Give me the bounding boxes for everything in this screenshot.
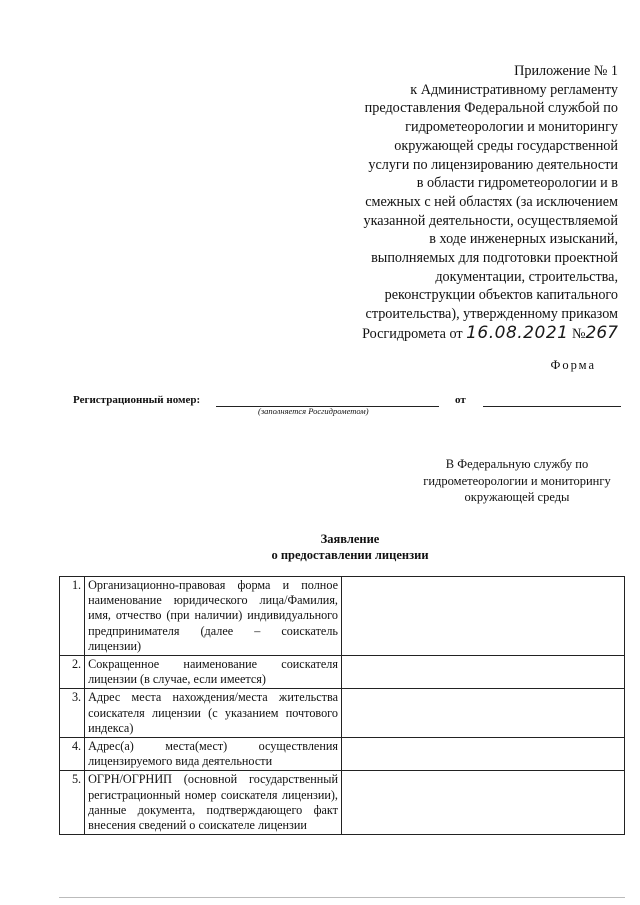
appendix-title: Приложение № 1 (514, 63, 618, 79)
appendix-line: строительства), утвержденному приказом (365, 306, 618, 323)
appendix-line: предоставления Федеральной службой по (364, 100, 618, 117)
row-value-field[interactable] (341, 689, 624, 738)
appendix-line: к Административному регламенту (410, 81, 618, 98)
registration-label: Регистрационный номер: (73, 394, 201, 406)
registration-date-label: от (455, 394, 466, 406)
appendix-line: реконструкции объектов капитального (384, 287, 618, 304)
row-value-field[interactable] (341, 771, 624, 835)
order-reference (318, 324, 618, 344)
row-number: 2. (60, 656, 85, 689)
addressee-line: В Федеральную службу по (445, 457, 589, 471)
table-row (60, 689, 625, 738)
row-value-field[interactable] (341, 577, 624, 656)
row-number: 3. (60, 689, 85, 738)
addressee-block (417, 456, 617, 506)
row-value-field[interactable] (341, 656, 624, 689)
row-label: Сокращенное наименование соискателя лицензии (в случае, если имеется) (85, 656, 342, 689)
table-row (60, 577, 625, 656)
appendix-line: выполняемых для подготовки проектной (371, 250, 618, 267)
title-line-1: Заявление (320, 532, 380, 546)
order-prefix: Росгидромета от (362, 325, 463, 342)
row-label: ОГРН/ОГРНИП (основной государственный регистрационный номер соискателя лицензии), данные документа, подтверждающего факт внесения сведений о соискателе лицензии (85, 771, 342, 835)
appendix-lines (318, 81, 618, 324)
appendix-line: документации, строительства, (435, 268, 618, 285)
document-title (0, 531, 640, 563)
appendix-line: в области гидрометеорологии и в (416, 175, 618, 192)
order-number-sign: № (572, 325, 586, 342)
page-bottom-divider (59, 897, 625, 898)
application-table (59, 576, 625, 835)
row-label: Адрес места нахождения/места жительства соискателя лицензии (с указанием почтового индекса) (85, 689, 342, 738)
title-line-2: о предоставлении лицензии (271, 548, 429, 562)
row-number: 1. (60, 577, 85, 656)
addressee-line: окружающей среды (464, 490, 570, 504)
appendix-line: в ходе инженерных изысканий, (429, 231, 618, 248)
row-number: 4. (60, 738, 85, 771)
addressee-line: гидрометеорологии и мониторингу (423, 473, 611, 488)
appendix-line: услуги по лицензированию деятельности (368, 156, 618, 173)
row-label: Организационно-правовая форма и полное наименование юридического лица/Фамилия, имя, отчество (при наличии) индивидуального предпринимателя (далее – соискатель лицензии) (85, 577, 342, 656)
registration-date-field[interactable] (483, 406, 621, 407)
table-row (60, 656, 625, 689)
row-value-field[interactable] (341, 738, 624, 771)
appendix-line: гидрометеорологии и мониторингу (405, 119, 618, 136)
row-number: 5. (60, 771, 85, 835)
appendix-header (318, 62, 618, 344)
form-label: Форма (550, 358, 596, 372)
table-row (60, 738, 625, 771)
appendix-line: смежных с ней областях (за исключением (365, 193, 618, 210)
registration-note: (заполняется Росгидрометом) (258, 406, 369, 416)
handwritten-order-date: 16.08.2021 (466, 322, 569, 343)
appendix-line: окружающей среды государственной (394, 137, 618, 154)
table-row (60, 771, 625, 835)
row-label: Адрес(а) места(мест) осуществления лицензируемого вида деятельности (85, 738, 342, 771)
handwritten-order-number: 267 (585, 322, 618, 343)
appendix-line: указанной деятельности, осуществляемой (363, 212, 618, 229)
